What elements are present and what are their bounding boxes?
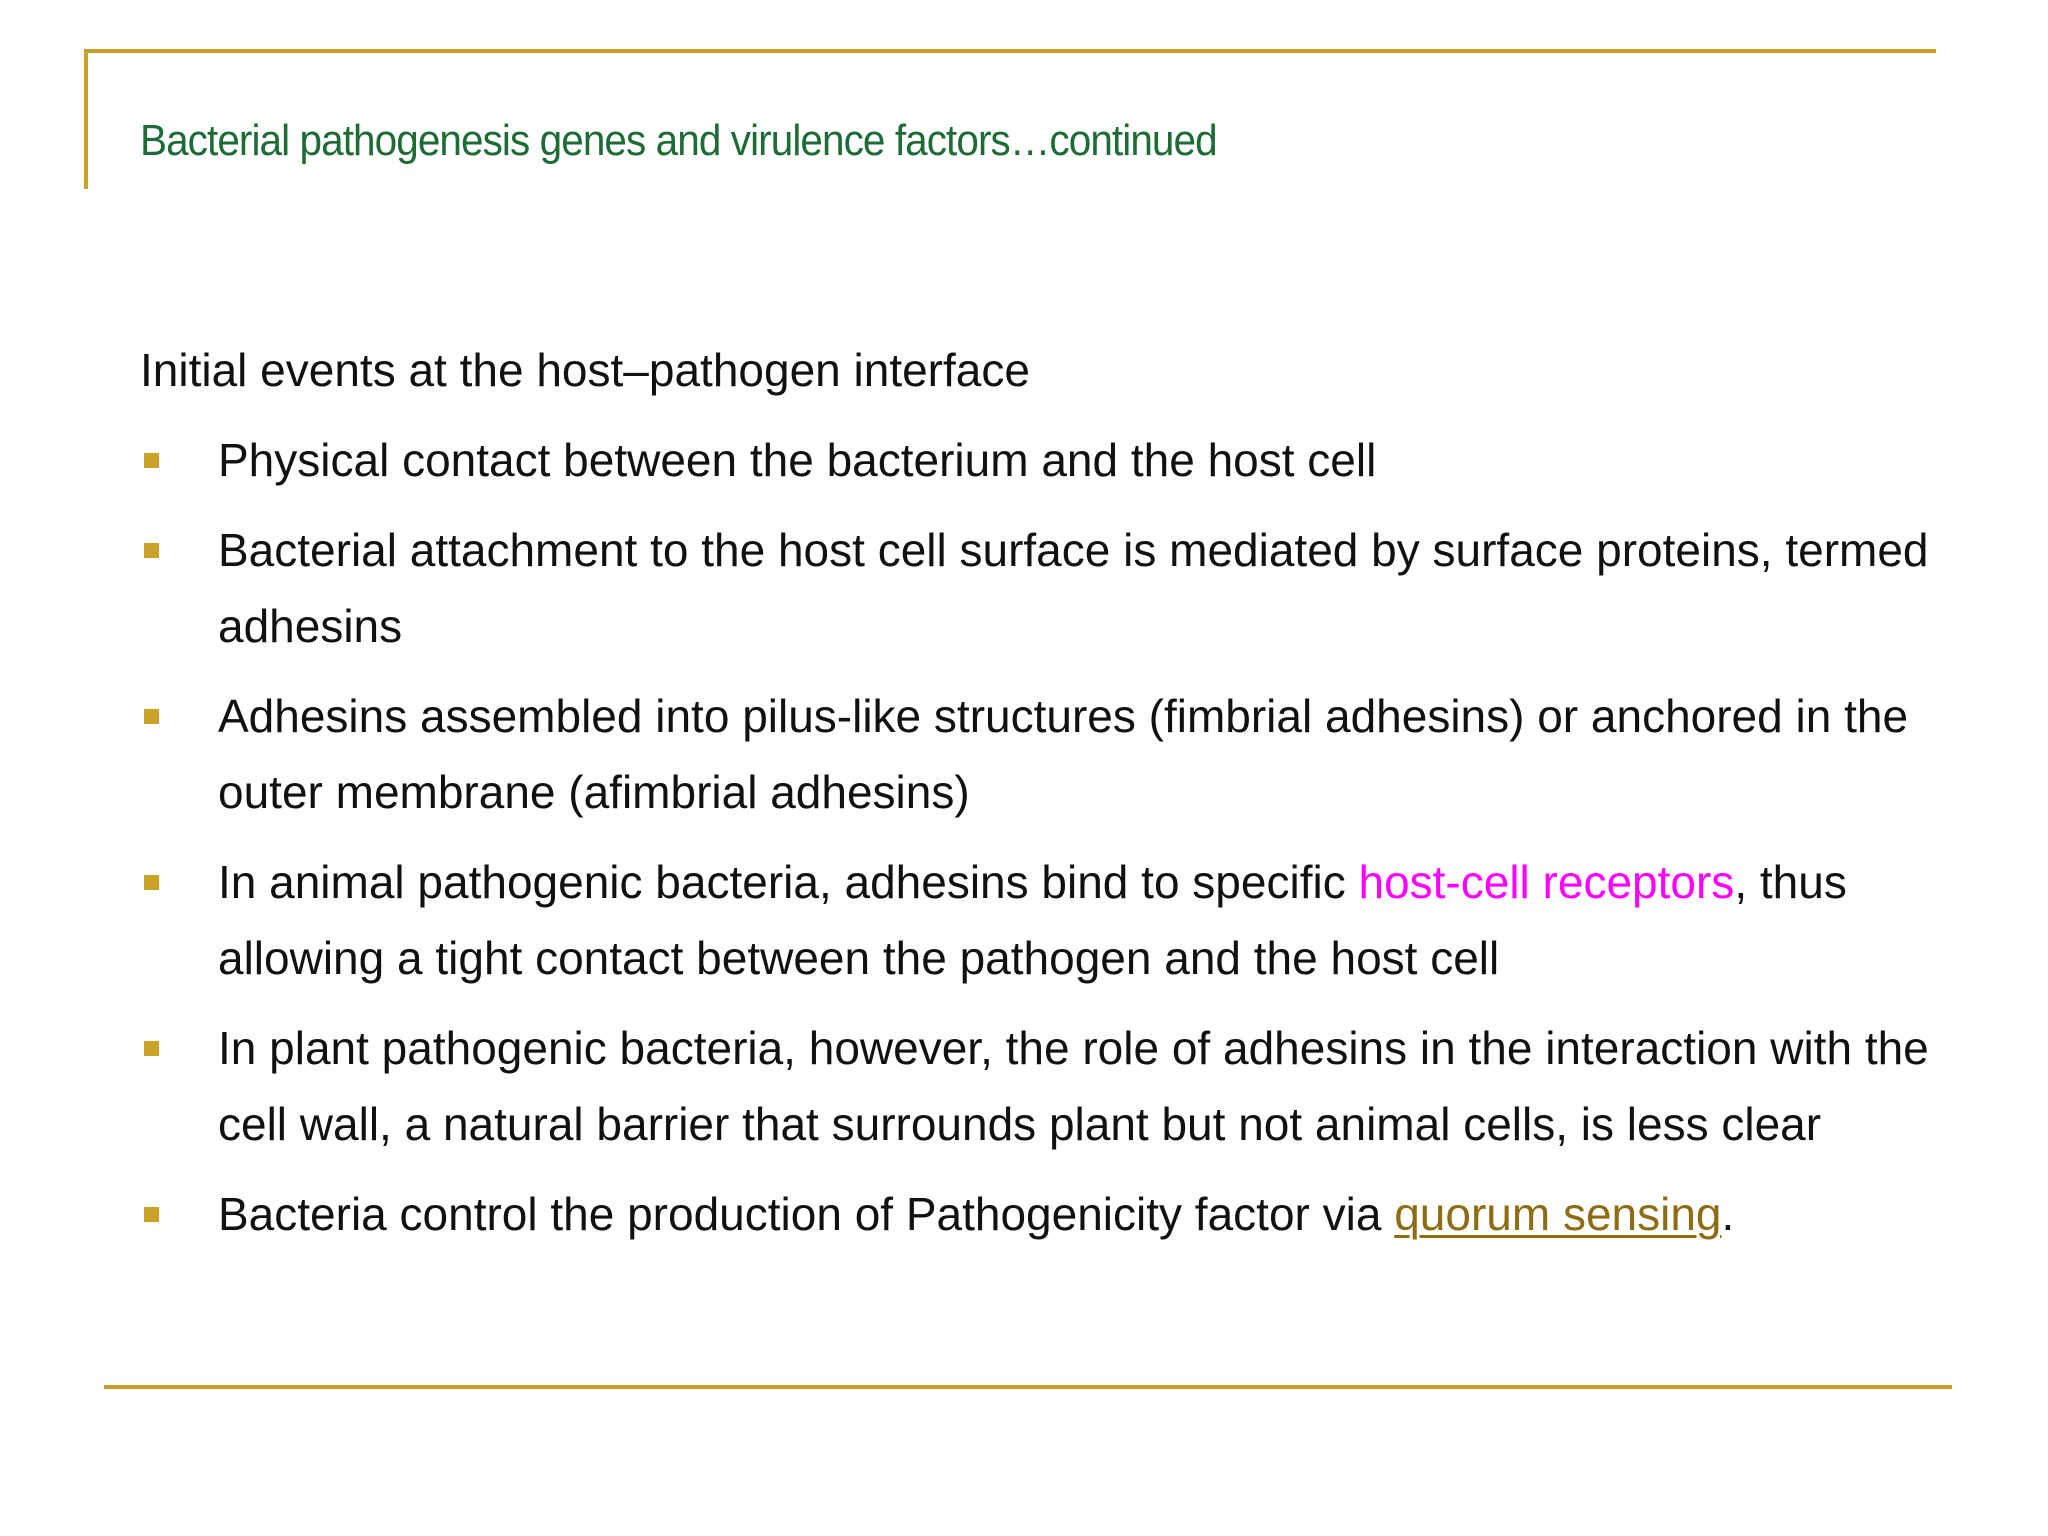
bullet-item	[140, 844, 1980, 996]
quorum-sensing-link[interactable]: quorum sensing	[1394, 1188, 1722, 1240]
bullet-item	[140, 422, 1980, 498]
frame-left-rule	[84, 49, 88, 189]
bullet-item	[140, 512, 1980, 664]
frame-bottom-rule	[104, 1385, 1952, 1389]
slide-content	[140, 332, 1980, 1266]
bullet-text-before: Bacteria control the production of Pathogenicity factor via	[218, 1188, 1395, 1240]
bullet-text: Adhesins assembled into pilus-like structures (fimbrial adhesins) or anchored in the outer membrane (afimbrial adhesins)	[218, 690, 1909, 818]
bullet-text-before: In animal pathogenic bacteria, adhesins bind to specific	[218, 856, 1359, 908]
intro-text: Initial events at the host–pathogen interface	[140, 344, 1030, 396]
bullet-text: Bacterial attachment to the host cell surface is mediated by surface proteins, termed adhesins	[218, 524, 1929, 652]
square-bullet-icon	[144, 1207, 159, 1222]
bullet-text: Physical contact between the bacterium and the host cell	[218, 434, 1377, 486]
square-bullet-icon	[144, 709, 159, 724]
slide-title: Bacterial pathogenesis genes and virulence factors…continued	[140, 116, 1217, 165]
square-bullet-icon	[144, 875, 159, 890]
bullet-item	[140, 1176, 1980, 1252]
bullet-item	[140, 678, 1980, 830]
bullet-text-after: .	[1721, 1188, 1735, 1240]
bullet-text: In plant pathogenic bacteria, however, the role of adhesins in the interaction with the cell wall, a natural barrier that surrounds plant but not animal cells, is less clear	[218, 1022, 1929, 1150]
square-bullet-icon	[144, 543, 159, 558]
highlighted-term: host-cell receptors	[1358, 856, 1735, 908]
bullet-text-after: , thus allowing a tight contact between the pathogen and the host cell	[218, 856, 1847, 984]
bullet-list	[140, 422, 1980, 1252]
bullet-item	[140, 1010, 1980, 1162]
square-bullet-icon	[144, 453, 159, 468]
square-bullet-icon	[144, 1041, 159, 1056]
frame-top-rule	[84, 49, 1936, 53]
